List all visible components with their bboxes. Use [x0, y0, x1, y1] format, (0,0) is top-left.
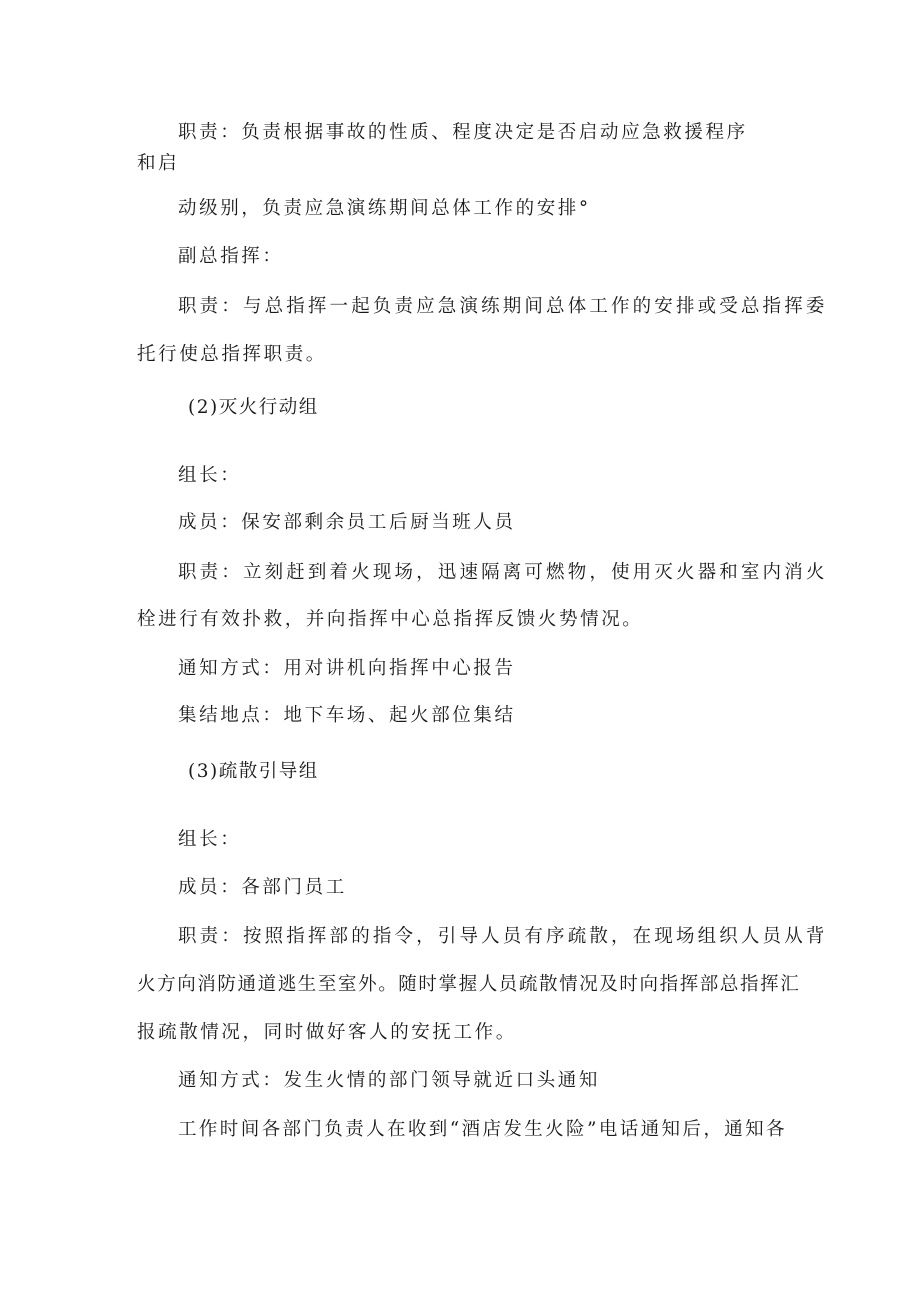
text-line: 栓进行有效扑救，并向指挥中心总指挥反馈火势情况。	[137, 609, 644, 630]
text-line: 职责：负责根据事故的性质、程度决定是否启动应急救援程序	[178, 122, 748, 143]
text-line: 托行使总指挥职责。	[137, 344, 327, 365]
text-line: 通知方式：用对讲机向指挥中心报告	[178, 658, 516, 679]
text-line: 副总指挥：	[178, 246, 284, 267]
text-line: 职责：立刻赶到着火现场，迅速隔离可燃物，使用灭火器和室内消火	[178, 562, 828, 583]
text-line: 和启	[137, 153, 180, 174]
text-line: 组长：	[178, 829, 242, 850]
text-line: 集结地点：地下车场、起火部位集结	[178, 705, 516, 726]
text-line: 工作时间各部门负责人在收到“酒店发生火险”电话通知后，通知各	[178, 1119, 787, 1140]
text-line: 火方向消防通道逃生至室外。随时掌握人员疏散情况及时向指挥部总指挥汇	[137, 974, 801, 995]
section-heading: (2)灭火行动组	[188, 397, 319, 418]
text-line: 成员：保安部剩余员工后厨当班人员	[178, 512, 516, 533]
text-line: 职责：按照指挥部的指令，引导人员有序疏散，在现场组织人员从背	[178, 926, 828, 947]
text-line: 动级别，负责应急演练期间总体工作的安排°	[178, 198, 591, 219]
text-line: 职责：与总指挥一起负责应急演练期间总体工作的安排或受总指挥委	[178, 296, 828, 317]
text-line: 组长：	[178, 465, 242, 486]
section-heading: (3)疏散引导组	[188, 761, 319, 782]
text-line: 报疏散情况，同时做好客人的安抚工作。	[137, 1022, 517, 1043]
text-line: 通知方式：发生火情的部门领导就近口头通知	[178, 1070, 601, 1091]
text-line: 成员：各部门员工	[178, 877, 347, 898]
